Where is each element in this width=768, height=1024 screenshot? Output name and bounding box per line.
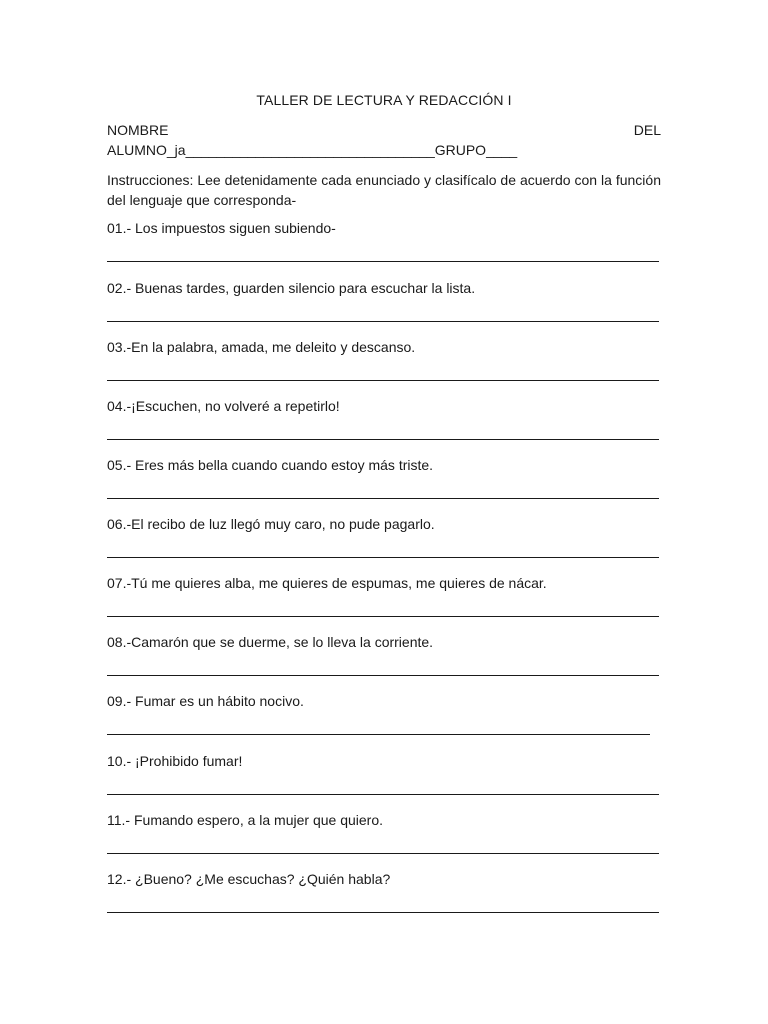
question-02: 02.- Buenas tardes, guarden silencio para escuchar la lista. [107, 280, 476, 296]
student-group-row: ALUMNO_ja________________________________GRUPO____ [107, 142, 518, 158]
question-12: 12.- ¿Bueno? ¿Me escuchas? ¿Quién habla? [107, 871, 391, 887]
answer-line-09 [107, 734, 650, 735]
question-05: 05.- Eres más bella cuando cuando estoy más triste. [107, 457, 434, 473]
instructions-text: Instrucciones: Lee detenidamente cada enunciado y clasifícalo de acuerdo con la función del lenguaje que corresponda- [107, 172, 661, 208]
answer-line-04 [107, 439, 659, 440]
answer-line-01 [107, 261, 659, 262]
question-06: 06.-El recibo de luz llegó muy caro, no pude pagarlo. [107, 516, 435, 532]
question-01: 01.- Los impuestos siguen subiendo- [107, 220, 336, 236]
nombre-label: NOMBRE [107, 122, 169, 138]
student-name-row [107, 122, 661, 138]
answer-line-08 [107, 675, 659, 676]
answer-line-02 [107, 321, 659, 322]
worksheet-title: TALLER DE LECTURA Y REDACCIÓN I [256, 92, 512, 108]
answer-line-10 [107, 794, 659, 795]
answer-line-03 [107, 380, 659, 381]
question-03: 03.-En la palabra, amada, me deleito y descanso. [107, 339, 416, 355]
question-04: 04.-¡Escuchen, no volveré a repetirlo! [107, 398, 340, 414]
question-11: 11.- Fumando espero, a la mujer que quiero. [107, 812, 384, 828]
question-09: 09.- Fumar es un hábito nocivo. [107, 693, 304, 709]
question-08: 08.-Camarón que se duerme, se lo lleva la corriente. [107, 634, 434, 650]
answer-line-11 [107, 853, 659, 854]
question-10: 10.- ¡Prohibido fumar! [107, 753, 243, 769]
answer-line-06 [107, 557, 659, 558]
answer-line-07 [107, 616, 659, 617]
answer-line-12 [107, 912, 659, 913]
answer-line-05 [107, 498, 659, 499]
del-label: DEL [633, 122, 661, 138]
question-07: 07.-Tú me quieres alba, me quieres de espumas, me quieres de nácar. [107, 575, 547, 591]
